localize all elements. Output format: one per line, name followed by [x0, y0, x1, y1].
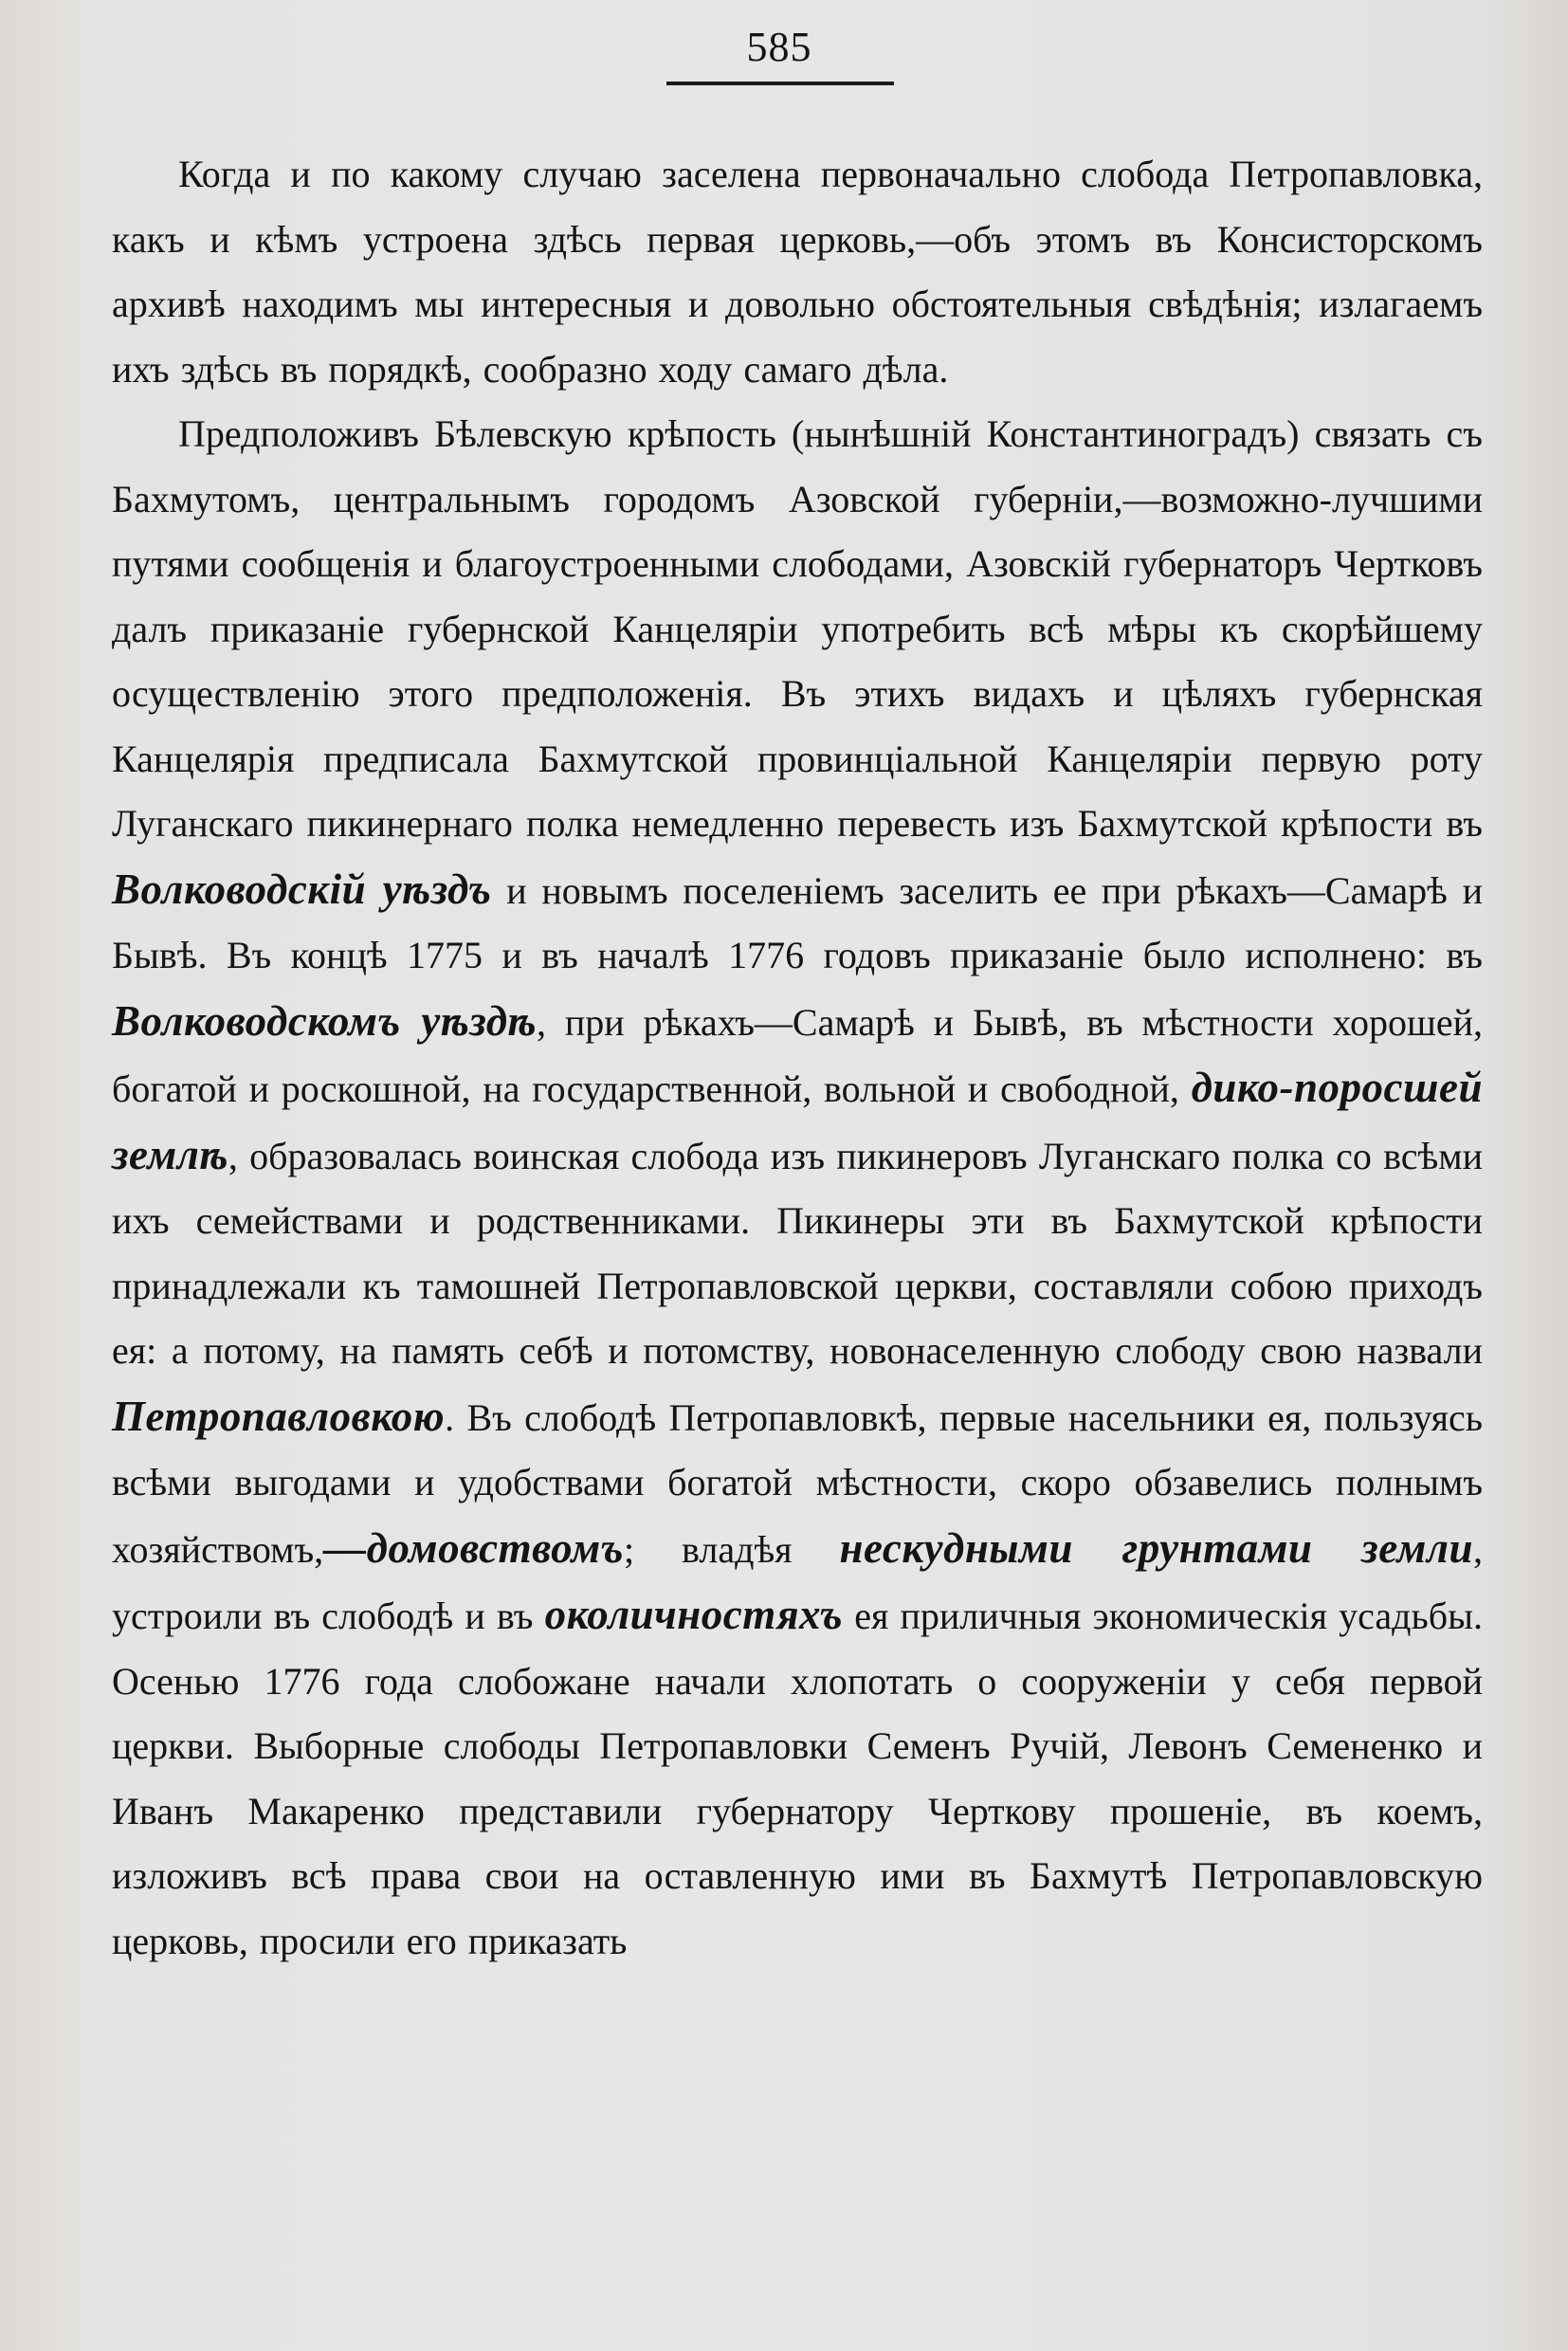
paragraph-text: ; владѣя	[623, 1527, 840, 1571]
paragraph-text: Когда и по какому случаю заселена первоначально слобода Петропавловка, какъ и кѣмъ устроена здѣсь первая церковь,—объ этомъ въ Консисторскомъ архивѣ находимъ мы интересныя и довольно обстоятельныя свѣдѣнія; излагаемъ ихъ здѣсь въ порядкѣ, сообразно ходу самаго дѣла.	[112, 153, 1483, 391]
emphasized-text: Волководскій уѣздъ	[112, 865, 492, 913]
paragraph-text: ея приличныя экономическія усадьбы. Осенью 1776 года слобожане начали хлопотать о сооруженіи у себя первой церкви. Выборные слободы Петропавловки Семенъ Ручій, Левонъ Семененко и Иванъ Макаренко представили губернатору Черткову прошеніе, въ коемъ, изложивъ всѣ права свои на оставленную ими въ Бахмутѣ Петропавловскую церковь, просили его приказать	[112, 1595, 1483, 1962]
page-header	[0, 24, 1568, 70]
emphasized-text: околичностяхъ	[544, 1591, 844, 1638]
emphasized-text: Волководскомъ уѣздѣ	[112, 996, 538, 1045]
paragraph-text: , устроили въ слободѣ и въ	[112, 1527, 1483, 1637]
paragraph-1	[112, 142, 1483, 402]
emphasized-text: Петропавловкою	[112, 1392, 446, 1440]
paragraph-text: , образовалась воинская слобода изъ пикинеровъ Луганскаго полка со всѣми ихъ семействами и родственниками. Пикинеры эти въ Бахмутской крѣпости принадлежали къ тамошней Петропавловской церкви, составляли собою приходъ ея: а потому, на память себѣ и потомству, новонаселенную слободу свою назвали	[112, 1134, 1483, 1372]
emphasized-text: —домовствомъ	[323, 1523, 624, 1572]
paragraph-text: , при рѣкахъ—Самарѣ и Бывѣ, въ мѣстности хорошей, богатой и роскошной, на государственной, вольной и свободной,	[112, 1000, 1483, 1110]
header-rule	[666, 82, 894, 85]
paragraph-text: Предположивъ Бѣлевскую крѣпость (нынѣшній Константиноградъ) связать съ Бахмутомъ, центральнымъ городомъ Азовской губерніи,—возможно-лучшими путями сообщенія и благоустроенными слободами, Азовскій губернаторъ Чертковъ далъ приказаніе губернской Канцеляріи употребить всѣ мѣры къ скорѣйшему осуществленію этого предположенія. Въ этихъ видахъ и цѣляхъ губернская Канцелярія предписала Бахмутской провинціальной Канцеляріи первую роту Луганскаго пикинернаго полка немедленно перевесть изъ Бахмутской крѣпости въ	[112, 412, 1483, 845]
paragraph-text: и новымъ поселеніемъ заселить ее при рѣкахъ—Самарѣ и Бывѣ. Въ концѣ 1775 и въ началѣ 1776 годовъ приказаніе было исполнено: въ	[112, 868, 1483, 976]
paragraph-text: . Въ слободѣ Петропавловкѣ, первые насельники ея, пользуясь всѣми выгодами и удобствами богатой мѣстности, скоро обзавелись полнымъ хозяйствомъ,	[112, 1395, 1483, 1571]
emphasized-text: дико-поросшей землѣ	[112, 1064, 1483, 1178]
body-text	[112, 142, 1483, 1974]
emphasized-text: нескудными грунтами земли	[839, 1523, 1473, 1572]
page-number: 585	[746, 24, 812, 70]
paragraph-2	[112, 402, 1483, 1974]
